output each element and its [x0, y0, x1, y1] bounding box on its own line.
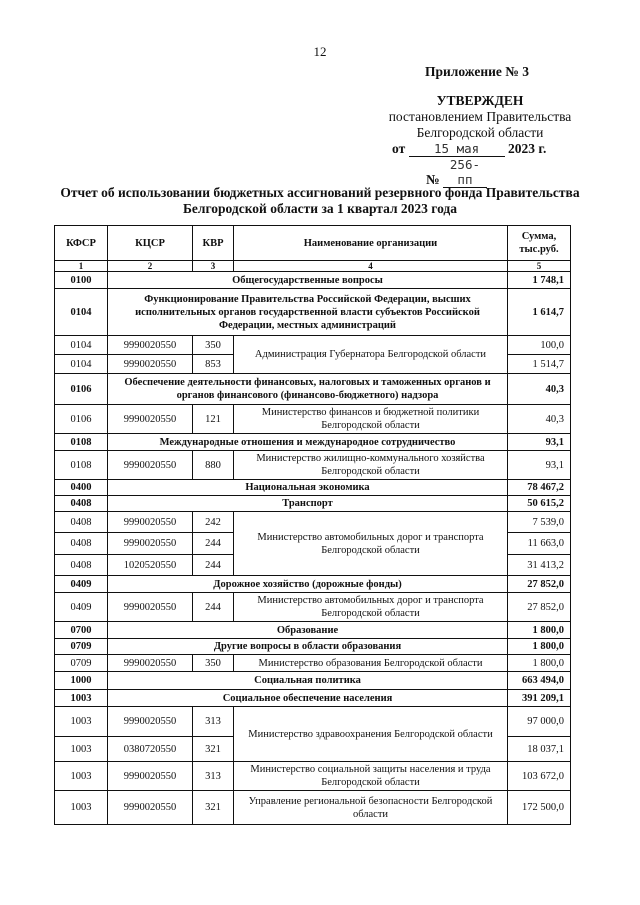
- kvr-cell: 321: [193, 737, 234, 762]
- kcsr-cell: 9990020550: [108, 707, 193, 737]
- kfsr-cell: 0108: [55, 434, 108, 451]
- section-name: Другие вопросы в области образования: [108, 639, 508, 655]
- kfsr-cell: 1003: [55, 762, 108, 791]
- organization-cell: Администрация Губернатора Белгородской области: [234, 336, 508, 374]
- title-line: Отчет об использовании бюджетных ассигнований резервного фонда Правительства: [60, 185, 580, 200]
- kvr-cell: 350: [193, 655, 234, 672]
- kvr-cell: 244: [193, 533, 234, 555]
- organization-cell: Министерство здравоохранения Белгородской области: [234, 707, 508, 762]
- sum-cell: 172 500,0: [508, 791, 571, 825]
- sum-cell: 391 209,1: [508, 690, 571, 707]
- kfsr-cell: 1003: [55, 737, 108, 762]
- section-name: Международные отношения и международное сотрудничество: [108, 434, 508, 451]
- kfsr-cell: 0104: [55, 289, 108, 336]
- table-row: [55, 593, 571, 622]
- table-row: [55, 512, 571, 533]
- sum-cell: 93,1: [508, 434, 571, 451]
- approval-number: [426, 157, 487, 188]
- sum-cell: 1 748,1: [508, 272, 571, 289]
- organization-cell: Министерство финансов и бюджетной политики Белгородской области: [234, 405, 508, 434]
- kcsr-cell: 9990020550: [108, 355, 193, 374]
- kfsr-cell: 1003: [55, 707, 108, 737]
- table-row: [55, 289, 571, 336]
- table-row: [55, 496, 571, 512]
- table-row: [55, 639, 571, 655]
- kfsr-cell: 0709: [55, 655, 108, 672]
- kfsr-cell: 0400: [55, 480, 108, 496]
- kvr-cell: 880: [193, 451, 234, 480]
- kvr-cell: 244: [193, 593, 234, 622]
- organization-cell: Управление региональной безопасности Белгородской области: [234, 791, 508, 825]
- kcsr-cell: 9990020550: [108, 533, 193, 555]
- section-name: Образование: [108, 622, 508, 639]
- date-handwritten: 15 мая: [409, 141, 505, 157]
- kcsr-cell: 9990020550: [108, 512, 193, 533]
- table-row: [55, 374, 571, 405]
- kcsr-cell: 9990020550: [108, 593, 193, 622]
- title-line: Белгородской области за 1 квартал 2023 года: [182, 201, 458, 216]
- header-kcsr: КЦСР: [108, 226, 193, 261]
- kfsr-cell: 0409: [55, 593, 108, 622]
- sum-cell: 1 800,0: [508, 655, 571, 672]
- date-suffix: 2023 г.: [507, 141, 547, 156]
- sum-cell: 663 494,0: [508, 672, 571, 690]
- number-prefix: №: [426, 172, 440, 187]
- table-row: [55, 434, 571, 451]
- sum-cell: 18 037,1: [508, 737, 571, 762]
- sum-cell: 1 614,7: [508, 289, 571, 336]
- table-row: [55, 336, 571, 355]
- kcsr-cell: 1020520550: [108, 555, 193, 576]
- col-number: 4: [234, 261, 508, 272]
- organization-cell: Министерство жилищно-коммунального хозяйства Белгородской области: [234, 451, 508, 480]
- col-number: 3: [193, 261, 234, 272]
- kfsr-cell: 0700: [55, 622, 108, 639]
- approved-line: Белгородской области: [416, 125, 544, 140]
- kfsr-cell: 0108: [55, 451, 108, 480]
- section-name: Национальная экономика: [108, 480, 508, 496]
- kcsr-cell: 9990020550: [108, 405, 193, 434]
- appendix-label: Приложение № 3: [425, 64, 529, 79]
- kfsr-cell: 1003: [55, 791, 108, 825]
- section-name: Социальная политика: [108, 672, 508, 690]
- kvr-cell: 242: [193, 512, 234, 533]
- table-row: [55, 762, 571, 791]
- section-name: Общегосударственные вопросы: [108, 272, 508, 289]
- sum-cell: 50 615,2: [508, 496, 571, 512]
- kcsr-cell: 9990020550: [108, 791, 193, 825]
- table-row: [55, 480, 571, 496]
- kfsr-cell: 1003: [55, 690, 108, 707]
- kcsr-cell: 9990020550: [108, 762, 193, 791]
- sum-cell: 11 663,0: [508, 533, 571, 555]
- section-name: Обеспечение деятельности финансовых, налоговых и таможенных органов и органов финансового (финансово-бюджетного) надзора: [108, 374, 508, 405]
- approved-line: постановлением Правительства: [388, 109, 572, 124]
- section-name: Функционирование Правительства Российской Федерации, высших исполнительных органов государственной власти субъектов Российской Федерации, местных администраций: [108, 289, 508, 336]
- kfsr-cell: 0408: [55, 512, 108, 533]
- organization-cell: Министерство автомобильных дорог и транспорта Белгородской области: [234, 512, 508, 576]
- kfsr-cell: 0104: [55, 336, 108, 355]
- table-row: [55, 690, 571, 707]
- kcsr-cell: 0380720550: [108, 737, 193, 762]
- sum-cell: 7 539,0: [508, 512, 571, 533]
- budget-report-table: [54, 225, 571, 825]
- kfsr-cell: 0106: [55, 405, 108, 434]
- approved-heading: УТВЕРЖДЕН: [436, 93, 524, 108]
- kvr-cell: 350: [193, 336, 234, 355]
- table-row: [55, 622, 571, 639]
- table-row: [55, 576, 571, 593]
- kvr-cell: 244: [193, 555, 234, 576]
- table-row: [55, 672, 571, 690]
- table-row: [55, 707, 571, 737]
- report-title: [40, 185, 600, 217]
- kcsr-cell: 9990020550: [108, 655, 193, 672]
- sum-cell: 100,0: [508, 336, 571, 355]
- number-handwritten: 256-пп: [443, 157, 487, 188]
- kcsr-cell: 9990020550: [108, 451, 193, 480]
- section-name: Дорожное хозяйство (дорожные фонды): [108, 576, 508, 593]
- organization-cell: Министерство социальной защиты населения и труда Белгородской области: [234, 762, 508, 791]
- kvr-cell: 321: [193, 791, 234, 825]
- kfsr-cell: 0106: [55, 374, 108, 405]
- kvr-cell: 121: [193, 405, 234, 434]
- table-row: [55, 405, 571, 434]
- sum-cell: 1 514,7: [508, 355, 571, 374]
- sum-cell: 40,3: [508, 405, 571, 434]
- sum-cell: 93,1: [508, 451, 571, 480]
- organization-cell: Министерство образования Белгородской области: [234, 655, 508, 672]
- kvr-cell: 853: [193, 355, 234, 374]
- approval-date: [392, 141, 546, 157]
- kfsr-cell: 1000: [55, 672, 108, 690]
- col-number: 2: [108, 261, 193, 272]
- section-name: Транспорт: [108, 496, 508, 512]
- col-number: 5: [508, 261, 571, 272]
- col-number: 1: [55, 261, 108, 272]
- column-number-row: [55, 261, 571, 272]
- header-kvr: КВР: [193, 226, 234, 261]
- kfsr-cell: 0709: [55, 639, 108, 655]
- kfsr-cell: 0100: [55, 272, 108, 289]
- sum-cell: 31 413,2: [508, 555, 571, 576]
- table-row: [55, 451, 571, 480]
- table-row: [55, 655, 571, 672]
- sum-cell: 40,3: [508, 374, 571, 405]
- sum-cell: 1 800,0: [508, 639, 571, 655]
- kfsr-cell: 0409: [55, 576, 108, 593]
- sum-cell: 103 672,0: [508, 762, 571, 791]
- kfsr-cell: 0104: [55, 355, 108, 374]
- kvr-cell: 313: [193, 762, 234, 791]
- header-sum: Сумма, тыс.руб.: [508, 226, 571, 261]
- sum-cell: 1 800,0: [508, 622, 571, 639]
- page-number: 12: [313, 44, 327, 59]
- section-name: Социальное обеспечение населения: [108, 690, 508, 707]
- kvr-cell: 313: [193, 707, 234, 737]
- kfsr-cell: 0408: [55, 533, 108, 555]
- header-kfsr: КФСР: [55, 226, 108, 261]
- sum-cell: 78 467,2: [508, 480, 571, 496]
- table-row: [55, 272, 571, 289]
- sum-cell: 97 000,0: [508, 707, 571, 737]
- sum-cell: 27 852,0: [508, 576, 571, 593]
- header-organization: Наименование организации: [234, 226, 508, 261]
- table-row: [55, 791, 571, 825]
- organization-cell: Министерство автомобильных дорог и транспорта Белгородской области: [234, 593, 508, 622]
- date-prefix: от: [392, 141, 406, 156]
- approval-block: [380, 93, 580, 141]
- kfsr-cell: 0408: [55, 555, 108, 576]
- sum-cell: 27 852,0: [508, 593, 571, 622]
- kcsr-cell: 9990020550: [108, 336, 193, 355]
- header-row: [55, 226, 571, 261]
- kfsr-cell: 0408: [55, 496, 108, 512]
